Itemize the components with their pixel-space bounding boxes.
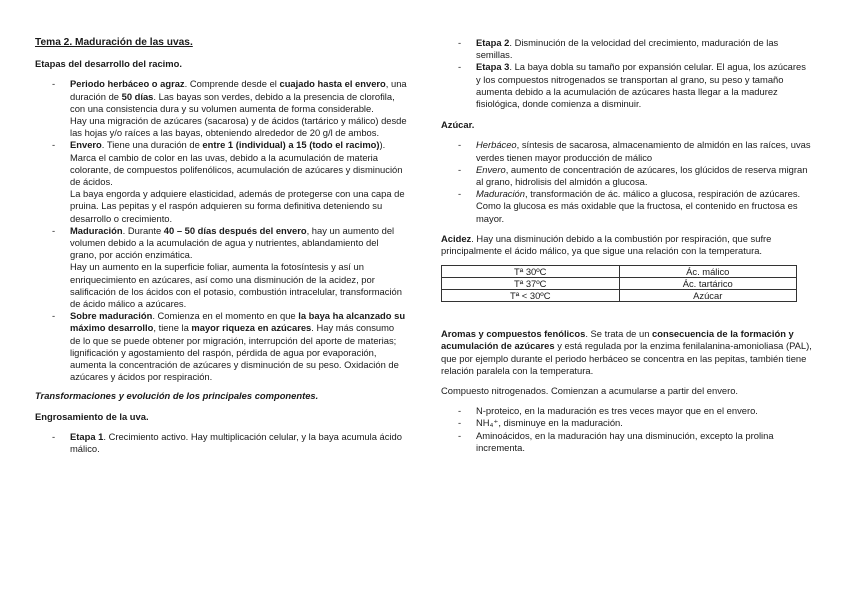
section-heading-azucar: Azúcar.: [441, 119, 475, 131]
section-heading-transformations: Transformaciones y evolución de los principales componentes.: [35, 390, 319, 402]
nitrogen-list: [441, 405, 813, 454]
engrosamiento-list: [35, 431, 407, 455]
list-item: - NH₄⁺, disminuye en la maduración.: [441, 417, 813, 429]
nitrogen-intro: Compuesto nitrogenados. Comienzan a acumularse a partir del envero.: [441, 385, 739, 397]
engrosamiento-list-continued: [441, 37, 813, 110]
list-item-sobre-maduracion: - Sobre maduración. Comienza en el momento en que la baya ha alcanzado su máximo desarrollo, tiene la mayor riqueza en azúcares. Hay más consumo de lo que se puede obtener por migración, interrupción del aporte de materias; lignificación y agostamiento del raspón, pérdida de agua por evaporación, aumenta la concentración de azúcares y disminución de su peso. Oxidación de azúcares y ácidos por respiración.: [35, 310, 407, 383]
list-item: - N-proteico, en la maduración es tres veces mayor que en el envero.: [441, 405, 813, 417]
left-column: [35, 37, 407, 455]
list-item-herbaceo: - Periodo herbáceo o agraz. Comprende desde el cuajado hasta el envero, una duración de 50 días. Las bayas son verdes, debido a la presencia de clorofila, con una consistencia dura y su volumen aumenta de forma considerable. Hay una migración de azúcares (sacarosa) y de ácidos (tartárico y málico) desde las hojas y/o raíces a las bayas, obteniendo alrededor de 20 g/l de ambos.: [35, 78, 407, 139]
table-cell: Ác. málico: [619, 266, 797, 278]
section-heading-stages: Etapas del desarrollo del racimo.: [35, 58, 182, 70]
document-title: Tema 2. Maduración de las uvas.: [35, 37, 193, 48]
table-cell: Tª < 30ºC: [442, 290, 620, 302]
list-item-etapa-2: - Etapa 2. Disminución de la velocidad del crecimiento, maduración de las semillas.: [441, 37, 813, 61]
list-item-envero: - Envero. Tiene una duración de entre 1 (individual) a 15 (todo el racimo)). Marca el cambio de color en las uvas, debido a la acumulación de materia colorante, de compuestos polifenólicos, acumulación de azúcares y disminución de ácidos. La baya engorda y adquiere elasticidad, además de protegerse con una capa de pruina. Las pepitas y el raspón adquieren su forma definitiva deteniendo su desarrollo o crecimiento.: [35, 139, 407, 224]
temperature-table: [441, 265, 797, 302]
table-cell: Ác. tartárico: [619, 278, 797, 290]
table-cell: Tª 37ºC: [442, 278, 620, 290]
sugar-list: [441, 139, 813, 224]
list-item-etapa-3: - Etapa 3. La baya dobla su tamaño por expansión celular. El agua, los azúcares y los compuestos nitrogenados se transportan al grano, su peso y tamaño aumenta debido a la acumulación de azúcares hasta llegar a la madurez fisiológica, donde comienza a disminuir.: [441, 61, 813, 110]
right-column: [441, 37, 813, 454]
aromas-paragraph: Aromas y compuestos fenólicos. Se trata de un consecuencia de la formación y acumulación de azúcares y está regulada por la enzima fenilalanina-amonioliasa (PAL), que por ejemplo durante el periodo herbáceo se concentra en las pepitas, también tiene relación paralela con la temperatura.: [441, 328, 812, 376]
list-item-maduracion: - Maduración. Durante 40 – 50 días después del envero, hay un aumento del volumen debido a la acumulación de agua y nutrientes, ablandamiento del grano, por acción enzimática. Hay un aumento en la superficie foliar, aumenta la fotosíntesis y así un enriquecimiento en azúcares, así como una disminución de la acidez, por salificación de los ácidos con el potasio, combustión intracelular, transformación de ácido málico a azúcares.: [35, 225, 407, 310]
list-item-sugar-envero: - Envero, aumento de concentración de azúcares, los glúcidos de reserva migran al grano, hidrolisis del almidón a glucosa.: [441, 164, 813, 188]
table-row: [442, 290, 797, 302]
stages-list: [35, 78, 407, 383]
section-heading-engrosamiento: Engrosamiento de la uva.: [35, 410, 149, 422]
list-item-etapa-1: - Etapa 1. Crecimiento activo. Hay multiplicación celular, y la baya acumula ácido málico.: [35, 431, 407, 455]
table-row: [442, 266, 797, 278]
list-item: - Aminoácidos, en la maduración hay una disminución, excepto la prolina incrementa.: [441, 430, 813, 454]
table-cell: Azúcar: [619, 290, 797, 302]
table-row: [442, 278, 797, 290]
acidity-paragraph: Acidez. Hay una disminución debido a la combustión por respiración, que sufre principalmente el ácido málico, ya que sigue una relación con la temperatura.: [441, 232, 772, 257]
list-item-sugar-maduracion: - Maduración, transformación de ác. málico a glucosa, respiración de azúcares. Como la glucosa es más oxidable que la fructosa, el contenido en fructosa es mayor.: [441, 188, 813, 225]
table-cell: Tª 30ºC: [442, 266, 620, 278]
list-item-sugar-herbaceo: - Herbáceo, síntesis de sacarosa, almacenamiento de almidón en las raíces, uvas verdes tienen mayor producción de málico: [441, 139, 813, 163]
